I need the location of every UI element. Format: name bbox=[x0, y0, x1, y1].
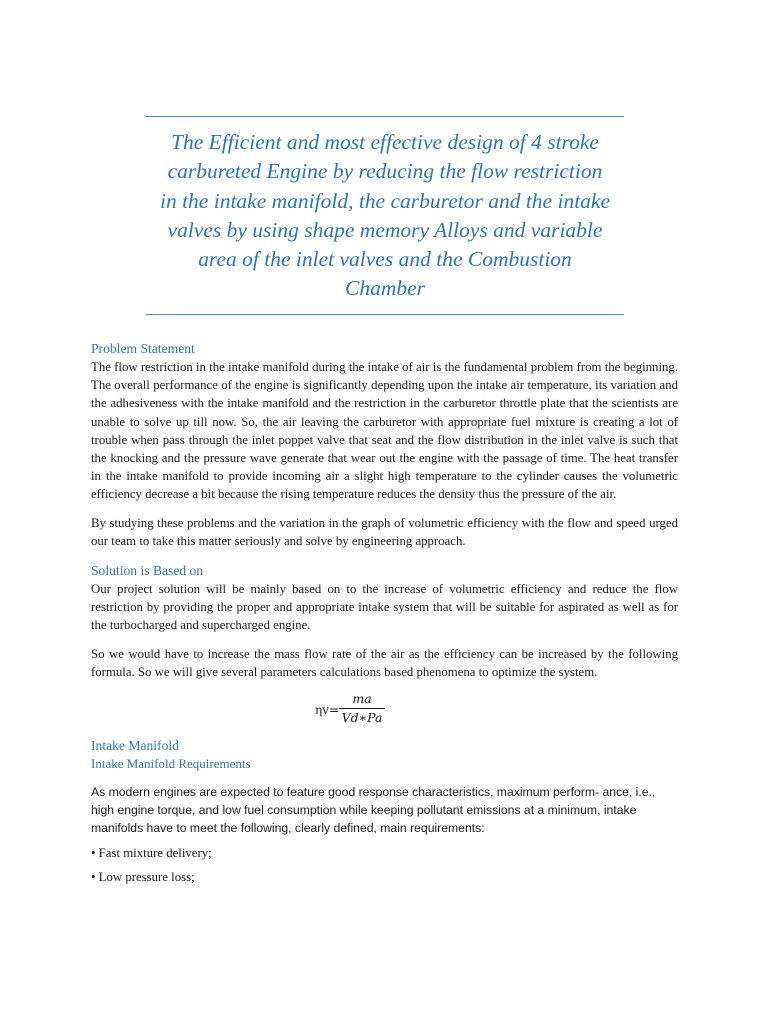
problem-statement-heading: Problem Statement bbox=[91, 341, 195, 356]
solution-paragraph-2: So we would have to increase the mass flow rate of the air as the efficiency can be increased by the following formula. So we will give several parameters calculations based phenomena to optimize the system. bbox=[91, 646, 678, 679]
title-top-rule bbox=[146, 116, 624, 117]
title-line: area of the inlet valves and the Combustion bbox=[198, 247, 572, 272]
bullet-item: • Fast mixture delivery; bbox=[91, 845, 212, 860]
problem-paragraph-1: The flow restriction in the intake manifold during the intake of air is the fundamental problem from the beginning. The overall performance of the engine is significantly depending upon the intake air temperature, its variation and the adhesiveness with the intake manifold and the restriction in the carburetor throttle plate that the scientists are unable to solve up till now. So, the air leaving the carburetor with appropriate fuel mixture is creating a lot of trouble when pass through the inlet poppet valve that seat and the flow distribution in the inlet valve is such that the knocking and the pressure wave generate that wear out the engine with the passage of time. The heat transfer in the intake manifold to provide incoming air a slight high temperature to the cylinder causes the volumetric efficiency decrease a bit because the rising temperature reduces the density thus the pressure of the air. bbox=[91, 360, 678, 502]
title-line: The Efficient and most effective design of 4 stroke bbox=[171, 130, 599, 154]
formula-fraction bbox=[339, 691, 385, 726]
volumetric-efficiency-formula bbox=[91, 691, 678, 729]
problem-paragraph-2: By studying these problems and the variation in the graph of volumetric efficiency with the flow and speed urged our team to take this matter seriously and solve by engineering approach. bbox=[91, 515, 678, 548]
title-line: in the intake manifold, the carburetor and the intake bbox=[159, 188, 611, 213]
intake-paragraph-1: As modern engines are expected to feature good response characteristics, maximum perform- ance, i.e., high engine torque, and low fuel consumption while keeping pollutant emissions at a minimum, intake manifolds have to meet the following, clearly defined, main requirements: bbox=[91, 785, 656, 836]
title-bottom-rule bbox=[146, 314, 624, 315]
document-title bbox=[130, 128, 640, 304]
formula-denominator: Vd∗Pa bbox=[341, 710, 383, 726]
intake-requirements-subheading: Intake Manifold Requirements bbox=[91, 756, 251, 772]
solution-paragraph-1: Our project solution will be mainly based on to the increase of volumetric efficiency and reduce the flow restriction by providing the proper and appropriate intake system that will be suitable for aspirated as well as for the turbocharged and supercharged engine. bbox=[91, 582, 678, 633]
title-line: valves by using shape memory Alloys and variable bbox=[167, 217, 603, 242]
document-body bbox=[91, 340, 678, 886]
solution-heading: Solution is Based on bbox=[91, 563, 204, 579]
title-line: Chamber bbox=[344, 276, 426, 301]
formula-numerator: ma bbox=[339, 691, 385, 709]
title-line: carbureted Engine by reducing the flow restriction bbox=[167, 159, 603, 184]
bullet-item: • Low pressure loss; bbox=[91, 869, 195, 884]
intake-manifold-heading: Intake Manifold bbox=[91, 738, 179, 754]
formula-lhs: ηv= bbox=[315, 703, 340, 718]
